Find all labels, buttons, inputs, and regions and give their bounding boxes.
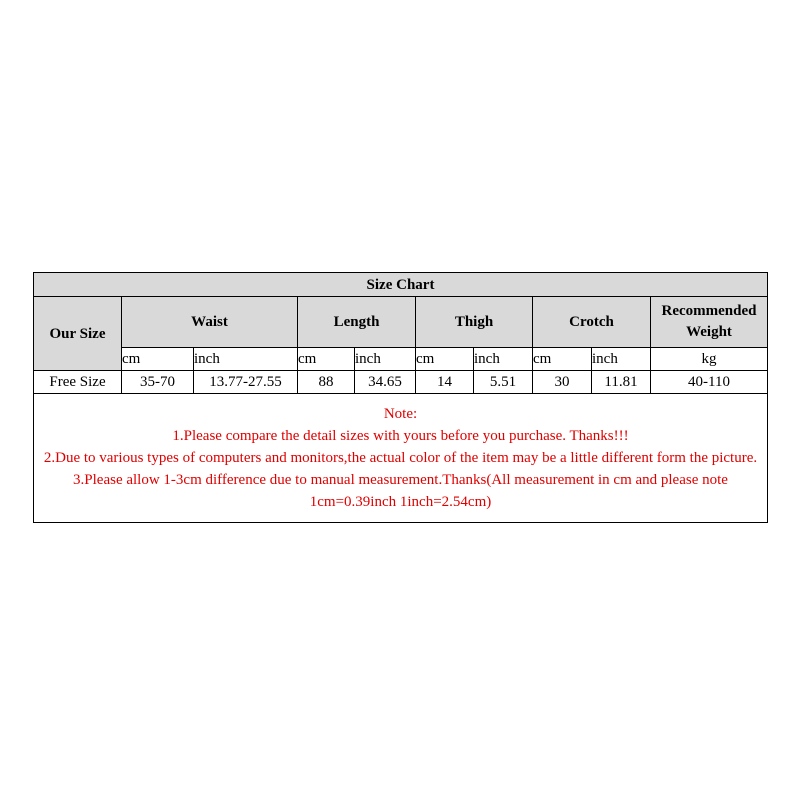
header-length: Length bbox=[298, 297, 416, 348]
cell-waist-inch: 13.77-27.55 bbox=[194, 371, 298, 394]
unit-length-inch: inch bbox=[355, 348, 416, 371]
header-recommended-weight: Recommended Weight bbox=[651, 297, 768, 348]
cell-size: Free Size bbox=[34, 371, 122, 394]
cell-length-cm: 88 bbox=[298, 371, 355, 394]
notes-section bbox=[34, 394, 768, 523]
unit-weight-kg: kg bbox=[651, 348, 768, 371]
unit-crotch-cm: cm bbox=[533, 348, 592, 371]
table-row bbox=[34, 371, 768, 394]
unit-thigh-inch: inch bbox=[474, 348, 533, 371]
unit-crotch-inch: inch bbox=[592, 348, 651, 371]
unit-waist-cm: cm bbox=[122, 348, 194, 371]
unit-length-cm: cm bbox=[298, 348, 355, 371]
cell-waist-cm: 35-70 bbox=[122, 371, 194, 394]
header-our-size: Our Size bbox=[34, 297, 122, 371]
cell-thigh-cm: 14 bbox=[416, 371, 474, 394]
note-2: 2.Due to various types of computers and monitors,the actual color of the item may be a little different form the picture. bbox=[43, 450, 758, 466]
header-thigh: Thigh bbox=[416, 297, 533, 348]
table-title: Size Chart bbox=[34, 273, 768, 297]
cell-length-inch: 34.65 bbox=[355, 371, 416, 394]
cell-weight-kg: 40-110 bbox=[651, 371, 768, 394]
note-1: 1.Please compare the detail sizes with yours before you purchase. Thanks!!! bbox=[172, 428, 629, 444]
header-crotch: Crotch bbox=[533, 297, 651, 348]
size-chart-container bbox=[33, 272, 767, 523]
note-3: 3.Please allow 1-3cm difference due to manual measurement.Thanks(All measurement in cm and please note 1cm=0.39inch 1inch=2.54cm) bbox=[73, 472, 728, 510]
unit-waist-inch: inch bbox=[194, 348, 298, 371]
cell-crotch-cm: 30 bbox=[533, 371, 592, 394]
header-waist: Waist bbox=[122, 297, 298, 348]
size-chart-table bbox=[33, 272, 768, 523]
cell-thigh-inch: 5.51 bbox=[474, 371, 533, 394]
unit-thigh-cm: cm bbox=[416, 348, 474, 371]
cell-crotch-inch: 11.81 bbox=[592, 371, 651, 394]
note-heading: Note: bbox=[383, 406, 418, 422]
